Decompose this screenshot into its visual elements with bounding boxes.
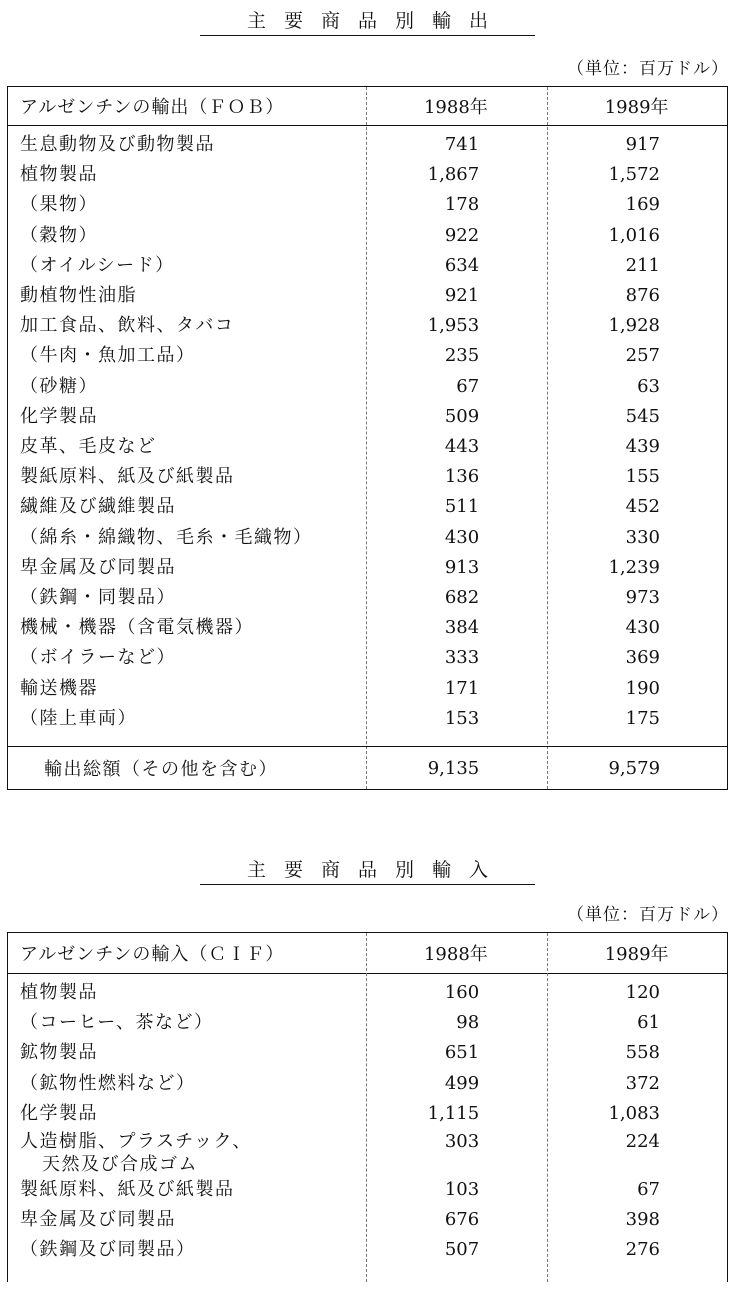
row-label-text: （鉄鋼及び同製品）	[20, 1239, 196, 1261]
value-1989: 61	[637, 1012, 660, 1034]
header-item-label: アルゼンチンの輸出（ＦＯＢ）	[20, 97, 285, 118]
value-1988: 676	[444, 1209, 480, 1231]
value-1989: 330	[625, 526, 660, 548]
header-year-1989: 1989年	[604, 97, 669, 118]
value-1989: 67	[637, 1179, 660, 1201]
row-label	[8, 190, 365, 220]
row-label-text: （コーヒー、茶など）	[20, 1012, 214, 1034]
table-row	[8, 432, 727, 462]
value-1988: 235	[444, 345, 480, 367]
row-label	[8, 553, 365, 583]
header-year-1988: 1988年	[423, 944, 488, 965]
table-row	[8, 1069, 727, 1099]
value-1989: 175	[625, 707, 660, 729]
row-label-text: 生息動物及び動物製品	[20, 134, 215, 155]
row-label-text: 人造樹脂、プラスチック、	[20, 1131, 252, 1153]
exports-table-header	[8, 87, 727, 126]
value-1988: 1,115	[427, 1102, 480, 1124]
row-label	[8, 432, 365, 462]
row-label-text: 製紙原料、紙及び紙製品	[20, 1179, 235, 1201]
column-divider	[547, 933, 548, 1282]
imports-table-header	[8, 933, 727, 974]
value-1989: 1,928	[608, 315, 660, 337]
value-1988: 430	[444, 526, 480, 548]
row-label	[8, 1038, 365, 1068]
table-row	[8, 281, 727, 311]
row-label-text-line2: 天然及び合成ゴム	[42, 1154, 198, 1176]
value-1989: 1,083	[608, 1102, 660, 1124]
value-1988: 1,953	[427, 315, 480, 337]
row-label-text: 加工食品、飲料、タバコ	[20, 315, 235, 337]
row-label-text: 動植物性油脂	[20, 285, 137, 307]
row-label	[8, 583, 365, 613]
row-label	[8, 402, 365, 432]
table-row	[8, 492, 727, 522]
row-label	[8, 1069, 365, 1099]
table-row	[8, 251, 727, 281]
header-year-1989: 1989年	[604, 944, 669, 965]
row-label	[8, 1235, 365, 1265]
value-1989: 545	[625, 405, 660, 427]
table-row	[8, 978, 727, 1008]
value-1989: 398	[625, 1209, 660, 1231]
column-divider	[547, 87, 548, 789]
value-1989: 211	[625, 254, 660, 276]
table-row	[8, 704, 727, 734]
value-1989: 917	[625, 134, 660, 155]
row-label-text: （穀物）	[20, 224, 98, 246]
imports-title: 主要商品別輸入	[200, 857, 535, 885]
value-1988: 922	[444, 224, 480, 246]
table-row	[8, 553, 727, 583]
table-row	[8, 1038, 727, 1068]
value-1989: 876	[625, 285, 660, 307]
column-divider	[366, 87, 367, 789]
table-row	[8, 1205, 727, 1235]
row-label	[8, 1129, 365, 1175]
exports-title: 主要商品別輸出	[200, 8, 535, 36]
table-row	[8, 190, 727, 220]
total-1989: 9,579	[608, 757, 661, 779]
table-row	[8, 130, 727, 160]
value-1988: 499	[444, 1072, 480, 1094]
table-row	[8, 311, 727, 341]
row-label-text: （果物）	[20, 194, 98, 216]
table-row	[8, 1129, 727, 1175]
row-label-text: 植物製品	[20, 982, 98, 1003]
table-row	[8, 1235, 727, 1265]
row-label	[8, 130, 365, 160]
table-row	[8, 1008, 727, 1038]
value-1989: 372	[625, 1072, 660, 1094]
value-1989: 190	[625, 677, 660, 699]
row-label-text: （オイルシード）	[20, 254, 175, 276]
row-label	[8, 674, 365, 704]
value-1989: 1,239	[608, 556, 660, 578]
row-label	[8, 341, 365, 371]
value-1989: 430	[625, 617, 660, 639]
table-row	[8, 402, 727, 432]
value-1988: 178	[444, 194, 480, 216]
table-row	[8, 613, 727, 643]
row-label-text: 植物製品	[20, 164, 98, 186]
table-row	[8, 372, 727, 402]
value-1988: 103	[444, 1179, 480, 1201]
value-1989: 1,016	[608, 224, 660, 246]
row-label-text: （牛肉・魚加工品）	[20, 345, 196, 367]
row-label	[8, 492, 365, 522]
row-label	[8, 1008, 365, 1038]
value-1989: 120	[625, 982, 660, 1003]
value-1989: 169	[625, 194, 660, 216]
row-label-text: （砂糖）	[20, 375, 98, 397]
value-1989: 257	[625, 345, 660, 367]
row-label-text: 繊維及び繊維製品	[20, 496, 176, 518]
row-label-text: 化学製品	[20, 1102, 98, 1124]
row-label-text: （鉱物性燃料など）	[20, 1072, 196, 1094]
value-1989: 452	[625, 496, 660, 518]
row-label-text: （ボイラーなど）	[20, 647, 176, 669]
row-label	[8, 221, 365, 251]
row-label	[8, 1099, 365, 1129]
row-label	[8, 160, 365, 190]
row-label-text: 製紙原料、紙及び紙製品	[20, 466, 235, 488]
imports-table	[7, 932, 728, 1282]
row-label-text: 化学製品	[20, 405, 98, 427]
row-label-text: 皮革、毛皮など	[20, 436, 157, 458]
value-1988: 1,867	[427, 164, 480, 186]
row-label	[8, 1175, 365, 1205]
total-label: 輸出総額（その他を含む）	[44, 759, 278, 780]
value-1988: 509	[444, 405, 480, 427]
exports-total-row	[8, 746, 727, 789]
row-label	[8, 372, 365, 402]
value-1988: 682	[444, 587, 480, 609]
value-1989: 276	[625, 1239, 660, 1261]
imports-unit-label: （単位：百万ドル）	[567, 905, 729, 925]
value-1989: 224	[625, 1131, 660, 1153]
exports-table	[7, 86, 728, 790]
table-row	[8, 643, 727, 673]
value-1988: 136	[444, 466, 480, 488]
table-row	[8, 341, 727, 371]
value-1988: 160	[444, 982, 480, 1003]
row-label-text: 卑金属及び同製品	[20, 556, 176, 578]
value-1988: 153	[444, 707, 480, 729]
value-1988: 741	[444, 134, 480, 155]
exports-table-body	[8, 126, 727, 734]
row-label-text: （綿糸・綿織物、毛糸・毛織物）	[20, 526, 313, 548]
row-label	[8, 704, 365, 734]
value-1988: 913	[444, 556, 480, 578]
value-1989: 1,572	[608, 164, 660, 186]
table-row	[8, 1099, 727, 1129]
row-label	[8, 281, 365, 311]
value-1989: 439	[625, 436, 660, 458]
value-1989: 63	[637, 375, 660, 397]
value-1988: 634	[444, 254, 480, 276]
table-row	[8, 523, 727, 553]
row-label	[8, 613, 365, 643]
table-row	[8, 583, 727, 613]
value-1989: 973	[625, 587, 660, 609]
table-row	[8, 160, 727, 190]
table-row	[8, 462, 727, 492]
row-label	[8, 311, 365, 341]
row-label-text: （陸上車両）	[20, 707, 137, 729]
row-label	[8, 978, 365, 1008]
column-divider	[366, 933, 367, 1282]
row-label	[8, 251, 365, 281]
row-label-text: 輸送機器	[20, 677, 98, 699]
value-1988: 333	[444, 647, 480, 669]
value-1988: 921	[444, 285, 480, 307]
value-1988: 303	[444, 1131, 480, 1153]
table-row	[8, 674, 727, 704]
row-label-text: 機械・機器（含電気機器）	[20, 617, 254, 639]
value-1989: 558	[625, 1042, 660, 1064]
table-row	[8, 1175, 727, 1205]
row-label	[8, 1205, 365, 1235]
row-label-text: （鉄鋼・同製品）	[20, 587, 176, 609]
value-1988: 651	[444, 1042, 480, 1064]
value-1988: 511	[444, 496, 480, 518]
header-year-1988: 1988年	[423, 97, 488, 118]
value-1988: 98	[456, 1012, 480, 1034]
row-label	[8, 643, 365, 673]
total-1988: 9,135	[427, 757, 480, 779]
value-1988: 443	[444, 436, 480, 458]
imports-table-body	[8, 974, 727, 1266]
value-1988: 507	[444, 1239, 480, 1261]
row-label-text: 卑金属及び同製品	[20, 1209, 176, 1231]
value-1989: 155	[625, 466, 660, 488]
table-row	[8, 221, 727, 251]
value-1988: 67	[456, 375, 480, 397]
value-1989: 369	[625, 647, 660, 669]
row-label-text: 鉱物製品	[20, 1042, 98, 1064]
row-label	[8, 462, 365, 492]
value-1988: 171	[444, 677, 480, 699]
row-label	[8, 523, 365, 553]
header-item-label: アルゼンチンの輸入（ＣＩＦ）	[20, 944, 285, 965]
exports-unit-label: （単位：百万ドル）	[567, 59, 729, 79]
value-1988: 384	[444, 617, 480, 639]
